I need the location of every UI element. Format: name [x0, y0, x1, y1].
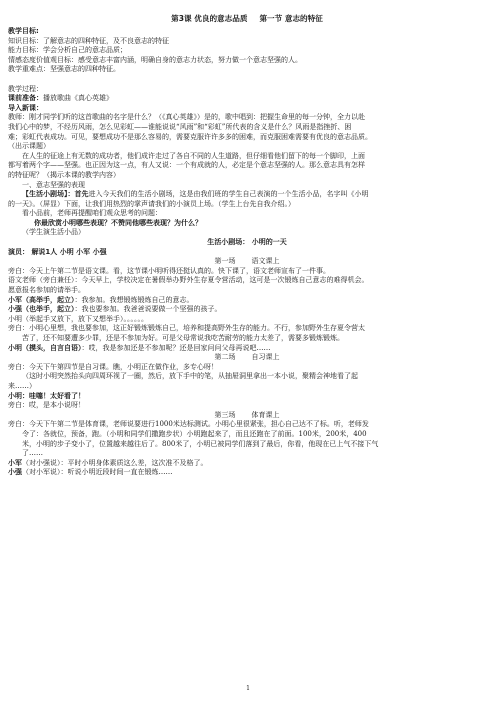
narration: 令了：各就位，预备，跑。（小明和同学们撒跑步状）小明跑起来了，而且还跑在了前面。100米，200米，400 — [22, 429, 367, 438]
narration: 来……） — [8, 381, 36, 390]
prep-line — [8, 94, 486, 104]
narration: 苦了，还不知要遭多少罪，还是不参加为好。可是父母常说我吃苦耐劳的能力太差了，需要多锻炼锻炼。 — [22, 334, 344, 342]
narration: 旁白：今天下午第二节是体育课，老师说要进行1000米达标测试。小明心里很紧张，担心自己达不了标。听，老师发 — [8, 420, 369, 429]
para2-line: 在人生的征途上有无数的成功者，他们成许走过了各自不同的人生道路，但仔细看他们留下的每一个脚印，上面 — [22, 151, 365, 160]
scene-name: 第一场 — [214, 257, 236, 266]
speech: （对小强说）：平时小明身体素质这么差，这次准不及格了。 — [22, 458, 208, 467]
skit-intro-cont: 的一天》。（屏显）下面，让我们用热烈的掌声请我们的小演员上场。（学生上台先自我介绍。） — [8, 199, 295, 208]
intro-label: 导入新课： — [8, 103, 43, 112]
dialogue-xiaojun — [8, 459, 486, 469]
page-number: 1 — [246, 685, 250, 692]
watch-line: 看小品前，老师再提醒咱们观众思考的问题： — [22, 209, 162, 218]
speaker: 小强（也举手，起立） — [8, 305, 75, 314]
page-title — [8, 14, 486, 24]
dialogue-xiaoming: 小明（举起手又放下，放下又想举手）。。。。。。 — [8, 314, 148, 323]
dialogue-xiaoming: 小明：哇噻！太好看了！ — [8, 391, 85, 400]
scene-2-heading — [8, 353, 486, 363]
scene-name: 第二场 — [214, 353, 236, 362]
intro-line: 难；彩虹代表成功。可见，要想成功不是那么容易的，需要克服许许多多的困难，而克服困难需要有优良的意志品质。 — [8, 132, 372, 141]
narration: （这时小明突然抬头向四周环视了一圈，然后，放下手中的笔，从抽屉洞里拿出一本小说，聚精会神地看了起 — [22, 372, 358, 381]
dialogue-xiaojun — [8, 296, 486, 306]
skit-intro-label: 【生活小剧场】：首先 — [22, 190, 89, 199]
goals-heading: 教学目标: — [8, 27, 39, 35]
part1-heading: 一、意志坚强的表现 — [22, 180, 85, 189]
skit-intro-text: 进入今天我们的生活小剧场，这是由我们班的学生自己表演的一个生活小品，名字叫《小明 — [88, 190, 369, 199]
teacher-line: 愿意报名参加的请举手。 — [8, 286, 85, 295]
goal-ability: 能力目标：学会分析自己的意志品质； — [8, 46, 127, 55]
narration: 了…… — [22, 449, 43, 458]
cast-list: 解说1人 小明 小军 小强 — [31, 247, 107, 256]
cast-line — [8, 248, 486, 258]
speech: ：哎，我是参加还是不参加呢？还是回家问问父母再说吧…… — [81, 343, 271, 352]
section-title: 第一节 意志的特征 — [259, 14, 323, 23]
scene-1-heading — [8, 257, 486, 267]
para2-line: 都写着两个字——坚强。也正因为这一点，有人又说：一个有成就的人，必定是个意志坚强的人。那么意志具有怎样 — [8, 161, 365, 170]
prep-label: 课前准备： — [8, 94, 43, 103]
narration: 旁白：今天上午第二节是语文课。看，这节课小明听得还挺认真的。快下课了，语文老师宣布了一件事。 — [8, 266, 330, 275]
goal-focus: 教学重难点：坚强意志的四种特征。 — [8, 65, 120, 74]
narration: 旁白：哎，是本小说呀！ — [8, 401, 85, 410]
speaker: 小军（高举手，起立） — [8, 295, 75, 304]
scene-place: 自习课上 — [251, 353, 280, 362]
students-play: （学生演生活小品） — [22, 228, 85, 237]
lesson-title: 第3课 优良的意志品质 — [171, 14, 248, 23]
skit-intro — [8, 190, 486, 200]
cast-label: 演员： — [8, 247, 29, 256]
speaker: 小强 — [8, 468, 22, 477]
goal-attitude: 情感态度价值观目标：感受意志丰富内涵，明确自身的意志力状态，努力做一个意志坚强的人。 — [8, 55, 302, 64]
intro-line: 我们心中的梦，不经历风雨，怎么见彩虹——谁能说说“风雨”和“彩虹”所代表的含义是什么？风雨是指挫折、困 — [8, 122, 352, 131]
scene-3-heading — [8, 411, 486, 421]
narration: 米，小明的步子变小了，位置越来越往后了。800米了，小明已被同学们落到了最后，你看，他现在已上气不接下气 — [22, 439, 379, 448]
intro-line: 教师：刚才同学们听的这首歌曲的名字是什么？（《真心英雄》）是的，歌中唱到：把握生命里的每一分钟，全力以赴 — [8, 113, 365, 122]
dialogue-xiaoqiang — [8, 305, 486, 315]
scene-name: 第三场 — [214, 410, 236, 419]
speaker: 小明（摸头，自言自语） — [8, 343, 82, 352]
process-heading: 教学过程： — [8, 84, 43, 93]
narration: 旁白：今天下午第四节是自习课。瞧，小明正在做作业，多专心呀！ — [8, 362, 218, 371]
narration: 旁白：小明心里想，我也要参加，这正好锻炼锻炼自己，培养和提高野外生存的能力。不行，参加野外生存夏令营太 — [8, 324, 365, 333]
scene-place: 体育课上 — [251, 410, 280, 419]
dialogue-xiaoqiang — [8, 468, 486, 478]
goal-knowledge: 知识目标：了解意志的四种特征，及不良意志的特征 — [8, 36, 169, 45]
scene-place: 语文课上 — [251, 257, 280, 266]
speaker: 小军 — [8, 458, 22, 467]
play-heading: 生活小剧场： 小明的一天 — [207, 238, 287, 247]
speech: （对小军说）：听说小明近段时间一直在锻炼…… — [22, 468, 173, 477]
teacher-line: 语文老师（旁白兼任）：今天早上，学校决定在暑假举办野外生存夏令营活动，这可是一次锻炼自己意志的难得机会。 — [8, 276, 369, 285]
para2-line: 的特征呢？（揭示本课的教学内容） — [8, 170, 120, 179]
prep-text: 播放歌曲《真心英雄》 — [43, 94, 113, 103]
intro-line: （出示课题） — [8, 142, 50, 151]
question-line: 你最欣赏小明哪些表现？不赞同他哪些表现？为什么？ — [34, 218, 202, 227]
speech: ：我也要参加。我爸爸说要做一个坚强的孩子。 — [74, 305, 222, 314]
speech: ：我参加。我想锻炼锻炼自己的意志。 — [74, 295, 194, 304]
dialogue-xiaoming — [8, 344, 486, 354]
